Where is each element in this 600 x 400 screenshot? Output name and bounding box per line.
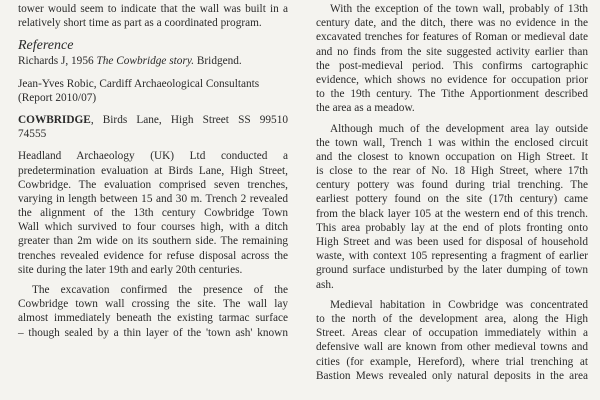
r-para1-line-7: to the 19th century. The Tithe Apportionment described: [316, 88, 588, 101]
r-para1-line-3: excavated trenches for features of Roman or medieval date: [316, 31, 588, 44]
para2-line-1: The excavation confirmed the presence of the: [32, 284, 288, 296]
r-para1-line-5: the post-medieval period. This confirms cartographic: [316, 59, 588, 72]
para1-line-3: Cowbridge. The evaluation comprised seven trenches,: [18, 178, 288, 191]
para1-line-7: greater than 2m wide on its southern side. The remaining: [18, 235, 288, 248]
para1-line-4: varying in length between 15 and 30 m. Trench 2 revealed: [18, 192, 288, 205]
r-para2-line-2: the town wall, Trench 1 was within the enclosed circuit: [316, 136, 588, 149]
r-para3-line-4: defensive wall are known from other medieval towns and: [316, 341, 588, 354]
r-para2-line-10: waste, with context 105 representing a fragment of earlier: [316, 250, 588, 263]
r-para3-line-3: Street. Areas clear of occupation immediately within a: [316, 327, 588, 340]
site-heading-line-2: 74555: [18, 128, 47, 141]
r-para3-line-1: Medieval habitation in Cowbridge was concentrated: [330, 298, 588, 311]
author-line-2: (Report 2010/07): [18, 91, 97, 104]
r-para3-line-5: cities (for example, Hereford), where trial trenching at: [316, 355, 588, 368]
r-para1-line-8: the area as a meadow.: [316, 102, 415, 115]
site-heading-line-1: [18, 113, 288, 127]
site-name: COWBRIDGE: [18, 113, 91, 126]
r-para1-line-1: With the exception of the town wall, probably of 13th: [330, 3, 588, 15]
r-para1-line-6: evidence, which shows no evidence for occupation prior: [316, 73, 588, 86]
para2-line-3: almost immediately beneath the existing tarmac surface: [18, 312, 288, 325]
reference-heading: Reference: [18, 38, 74, 54]
r-para2-line-12: ash.: [316, 278, 334, 291]
r-para2-line-5: century pottery was found during trial trenching. The: [316, 179, 588, 192]
reference-place: Bridgend.: [194, 55, 242, 68]
r-para1-line-2: century date, and the ditch, there was no evidence in the: [316, 17, 588, 30]
para2-line-2: Cowbridge town wall crossing the site. The wall lay: [18, 298, 288, 311]
para1-line-5: the alignment of the 13th century Cowbridge Town: [18, 207, 288, 220]
r-para2-line-3: and the closest to known occupation on High Street. It: [316, 150, 588, 163]
author-line-1: Jean-Yves Robic, Cardiff Archaeological Consultants: [18, 77, 260, 90]
r-para2-line-6: earliest pottery found on the site (17th century) came: [316, 193, 588, 206]
para1-line-8: trenches revealed evidence for refuse disposal across the: [18, 249, 288, 262]
r-para2-line-8: This area probably lay at the end of plots fronting onto: [316, 221, 588, 234]
intro-line-2: relatively short time as part as a coordinated program.: [18, 17, 262, 30]
r-para2-line-1: Although much of the development area lay outside: [330, 122, 588, 135]
reference-citation: [18, 54, 288, 68]
para2-line-4: – though sealed by a thin layer of the 'town ash' known: [18, 326, 288, 339]
para1-line-9: site during the later 19th and early 20th centuries.: [18, 263, 243, 276]
para1-line-6: Wall which survived to four courses high, with a ditch: [18, 221, 288, 234]
r-para2-line-4: is close to the rear of No. 18 High Street, where 17th: [316, 165, 588, 178]
reference-author: Richards J, 1956: [18, 55, 97, 68]
r-para3-line-2: to the north of the development area, along the High: [316, 312, 588, 325]
r-para2-line-7: from the black layer 105 at the western end of this trench.: [316, 207, 588, 220]
left-column: [18, 2, 288, 340]
r-para1-line-4: and no finds from the site suggested activity earlier than: [316, 45, 588, 58]
intro-line-1: tower would seem to indicate that the wall was built in a: [18, 3, 288, 15]
r-para2-line-9: High Street and was been used for disposal of household: [316, 236, 588, 248]
right-column: [316, 2, 588, 383]
reference-title: The Cowbridge story.: [96, 55, 195, 68]
para1-line-1: Headland Archaeology (UK) Ltd conducted a: [18, 150, 288, 163]
r-para2-line-11: ground surface undisturbed by the later dumping of town: [316, 264, 588, 277]
para1-line-2: predetermination evaluation at Birds Lane, High Street,: [18, 164, 288, 177]
r-para3-line-6: Bastion Mews revealed only natural deposits in the area: [316, 369, 588, 382]
site-location: , Birds Lane, High Street SS 99510: [90, 113, 288, 126]
